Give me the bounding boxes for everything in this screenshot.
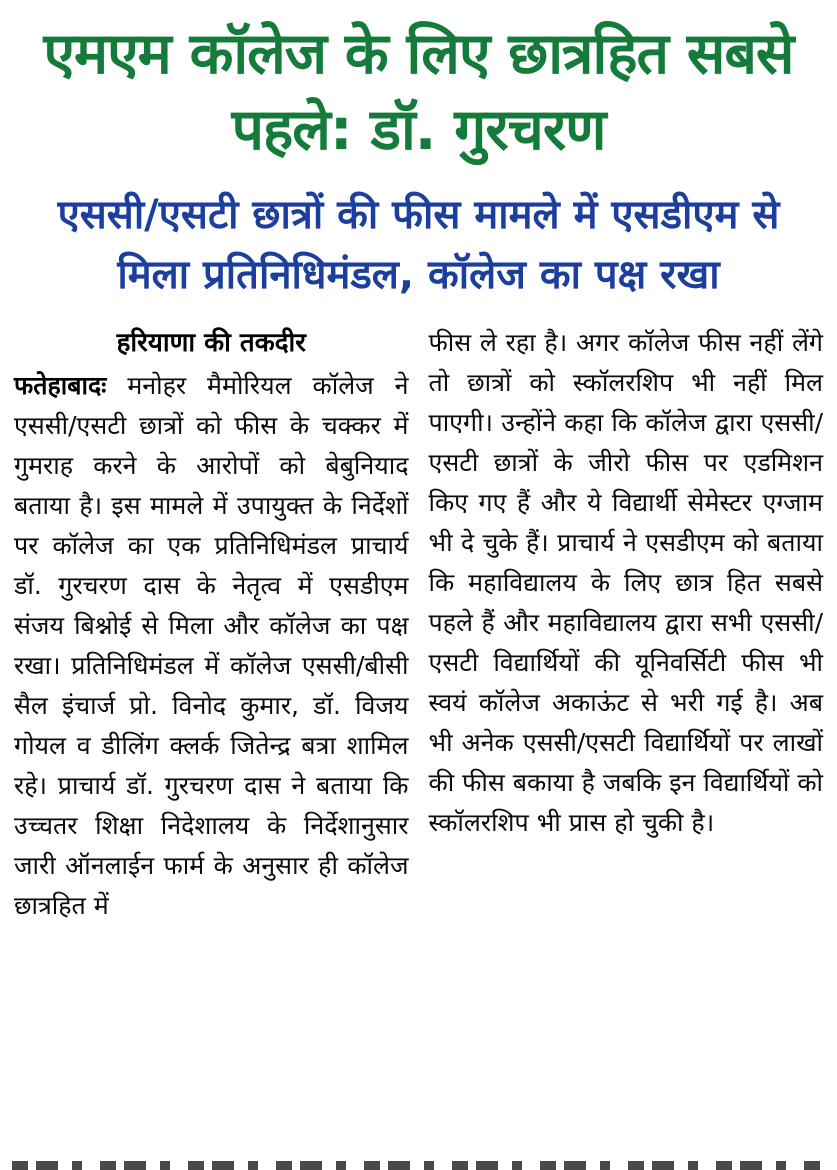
paragraph-right: [429, 323, 824, 843]
column-right: [429, 323, 824, 927]
section-header: हरियाणा की तकदीर: [116, 327, 306, 358]
subheadline: एससी/एसटी छात्रों की फीस मामले में एसडीएम से मिला प्रतिनिधिमंडल, कॉलेज का पक्ष रखा: [57, 191, 780, 298]
paragraph-left-text: मनोहर मैमोरियल कॉलेज ने एससी/एसटी छात्रों को फीस के चक्कर में गुमराह करने के आरोपों को बेबुनियाद बताया है। इस मामले में उपायुक्त के निर्देशों पर कॉलेज का एक प्रतिनिधिमंडल प्राचार्य डॉ. गुरचरण दास के नेतृत्व में एसडीएम संजय बिश्नोई से मिला और कॉलेज का पक्ष रखा। प्रतिनिधिमंडल में कॉलेज एससी/बीसी सैल इंचार्ज प्रो. विनोद कुमार, डॉ. विजय गोयल व डीलिंग क्लर्क जितेन्द्र बत्रा शामिल रहे। प्राचार्य डॉ. गुरचरण दास ने बताया कि उच्चतर शिक्षा निदेशालय के निर्देशानुसार जारी ऑनलाईन फार्म के अनुसार ही कॉलेज छात्रहित में: [14, 371, 409, 921]
paragraph-left: [14, 366, 409, 926]
paragraph-right-text: फीस ले रहा है। अगर कॉलेज फीस नहीं लेंगे तो छात्रों को स्कॉलरशिप भी नहीं मिल पाएगी। उन्होंने कहा कि कॉलेज द्वारा एससी/एसटी छात्रों के जीरो फीस पर एडमिशन किए गए हैं और ये विद्यार्थी सेमेस्टर एग्जाम भी दे चुके हैं। प्राचार्य ने एसडीएम को बताया कि महाविद्यालय के लिए छात्र हित सबसे पहले हैं और महाविद्यालय द्वारा सभी एससी/एसटी विद्यार्थियों की यूनिवर्सिटी फीस भी स्वयं कॉलेज अकाऊंट से भरी गई है। अब भी अनेक एससी/एसटी विद्यार्थियों पर लाखों की फीस बकाया है जबकि इन विद्यार्थियों को स्कॉलरशिप भी प्रास हो चुकी है।: [428, 327, 824, 837]
article-body: [10, 323, 827, 927]
cutoff-next-line-strip: [12, 1161, 825, 1170]
headline: एमएम कॉलेज के लिए छात्रहित सबसे पहले: डॉ. गुरचरण: [43, 21, 794, 164]
column-left: [14, 323, 409, 927]
dateline: फतेहाबादः: [14, 371, 107, 401]
